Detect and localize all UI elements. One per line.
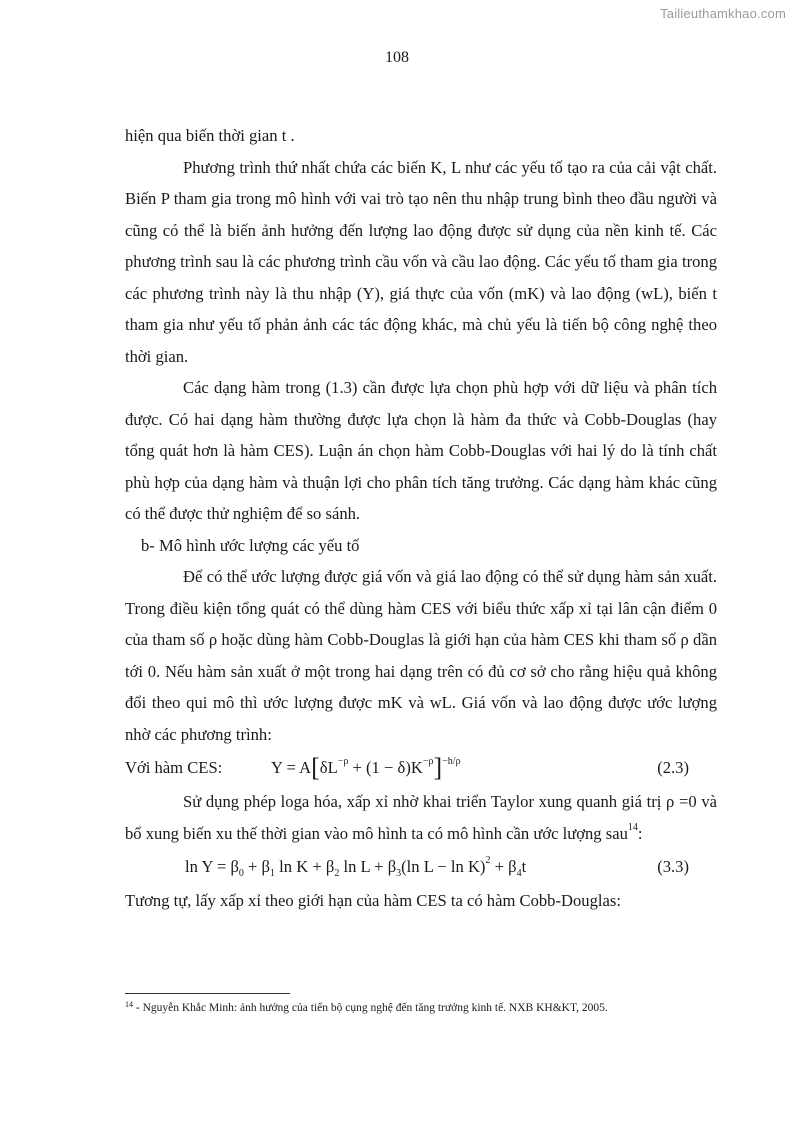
footnote bbox=[125, 1001, 745, 1016]
footnote-divider bbox=[125, 993, 290, 994]
equation-log-model-formula: $\ln Y = \beta_0 + \beta_1$ $\ln K + \beta_2$ $\ln L + \beta_3(\ln$ $L - \ln K)^2 + \beta_4t$ bbox=[185, 855, 527, 879]
equation-ces bbox=[125, 750, 717, 786]
paragraph-cobb-douglas: Tương tự, lấy xấp xỉ theo giới hạn của hàm CES ta có hàm Cobb-Douglas: bbox=[125, 891, 621, 910]
paragraph-log-transform: Sử dụng phép loga hóa, xấp xỉ nhờ khai triển Taylor xung quanh giá trị ρ =0 và bổ xung biến xu thế thời gian vào mô hình ta có mô hình cần ước lượng sau$^{14}$: bbox=[125, 792, 717, 843]
equation-log-model-number: (3.3) bbox=[657, 857, 689, 876]
page-number: 108 bbox=[385, 49, 409, 66]
equation-ces-label: Với hàm CES: bbox=[125, 758, 223, 777]
body-text bbox=[125, 120, 717, 917]
section-subheading: b- Mô hình ước lượng các yếu tố bbox=[141, 535, 360, 555]
footnote-reference: 14 bbox=[627, 821, 638, 833]
footnote-text: - Nguyễn Khắc Minh: ảnh hưởng của tiến bộ cụng nghệ đến tăng trưởng kinh tế. NXB KH&KT, 2005. bbox=[133, 1002, 608, 1014]
equation-log-model bbox=[125, 849, 717, 885]
watermark: Tailieuthamkhao.com bbox=[660, 6, 786, 21]
paragraph-variables: Phương trình thứ nhất chứa các biến K, L như các yếu tố tạo ra của cải vật chất. Biến P tham gia trong mô hình với vai trò tạo nên thu nhập trung bình theo đầu người và cũng có thể là biến ảnh hưởng đến lượng lao động được sử dụng của nền kinh tế. Các phương trình sau là các phương trình cầu vốn và cầu lao động. Các yếu tố tham gia trong các phương trình này là thu nhập (Y), giá thực của vốn (mK) và lao động (wL), biến t tham gia như yếu tố phản ảnh các tác động khác, mà chủ yếu là tiến bộ công nghệ theo thời gian. bbox=[125, 157, 717, 366]
footnote-number: 14 bbox=[125, 1000, 133, 1009]
equation-ces-number: (2.3) bbox=[657, 758, 689, 777]
paragraph-continuation: hiện qua biến thời gian t . bbox=[125, 126, 295, 145]
paragraph-estimation: Để có thể ước lượng được giá vốn và giá lao động có thể sử dụng hàm sản xuất. Trong điều kiện tổng quát có thể dùng hàm CES với biểu thức xấp xỉ tại lân cận điểm 0 của tham số ρ hoặc dùng hàm Cobb-Douglas là giới hạn của hàm CES khi tham số ρ dần tới 0. Nếu hàm sản xuất ở một trong hai dạng trên có đủ cơ sở cho rằng hiệu quả không đổi theo qui mô thì ước lượng được mK và wL. Giá vốn và lao động được ước lượng nhờ các phương trình: bbox=[125, 567, 717, 744]
equation-ces-formula: $Y = A[\delta L^{-\rho} + (1 - \delta)K^{-\rho}]^{-h/\rho}$ bbox=[271, 753, 461, 782]
paragraph-function-forms: Các dạng hàm trong (1.3) cần được lựa chọn phù hợp với dữ liệu và phân tích được. Có hai dạng hàm thường được lựa chọn là hàm đa thức và Cobb-Douglas (hay tổng quát hơn là hàm CES). Luận án chọn hàm Cobb-Douglas với hai lý do là tính chất phù hợp của dạng hàm và thuận lợi cho phân tích tăng trưởng. Các dạng hàm khác cũng có thể được thử nghiệm để so sánh. bbox=[125, 378, 717, 523]
